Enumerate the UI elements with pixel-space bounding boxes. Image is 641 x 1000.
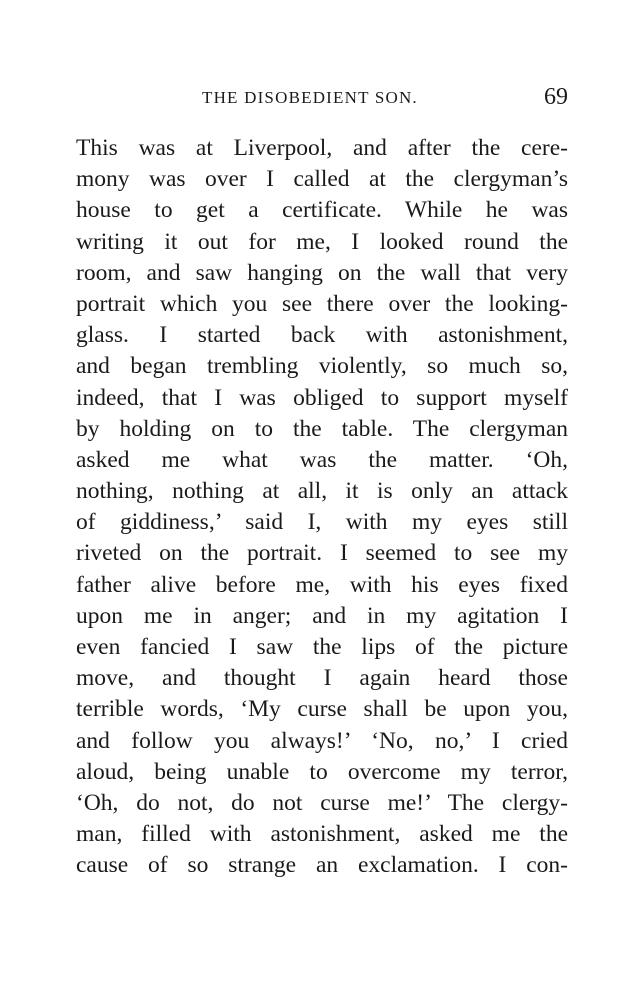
running-head [76,84,570,114]
text-line: and follow you always!’ ‘No, no,’ I cried [76,727,568,754]
text-line: even fancied I saw the lips of the picture [76,634,568,660]
text-line: house to get a certificate. While he was [76,197,568,224]
text-line: indeed, that I was obliged to support myself [76,384,568,411]
text-line: asked me what was the matter. ‘Oh, [76,446,568,473]
text-line: father alive before me, with his eyes fixed [76,571,568,598]
text-line: room, and saw hanging on the wall that very [76,259,568,286]
text-line: terrible words, ‘My curse shall be upon you, [76,696,568,723]
text-line: man, filled with astonishment, asked me the [76,821,568,848]
text-line: riveted on the portrait. I seemed to see my [76,540,568,567]
text-line: of giddiness,’ said I, with my eyes still [76,509,568,536]
running-title: THE DISOBEDIENT SON. [202,88,418,107]
text-line: by holding on to the table. The clergyman [76,415,568,442]
page-number: 69 [544,84,568,110]
text-line: mony was over I called at the clergyman’s [76,166,568,193]
text-line: aloud, being unable to overcome my terror, [76,758,568,785]
text-line: writing it out for me, I looked round the [76,228,568,255]
text-line: cause of so strange an exclamation. I con- [76,852,568,879]
text-line: nothing, nothing at all, it is only an attack [76,478,568,505]
text-line: ‘Oh, do not, do not curse me!’ The clergy- [76,789,568,816]
text-line: and began trembling violently, so much so, [76,353,568,380]
text-line: move, and thought I again heard those [76,665,568,692]
text-line: glass. I started back with astonishment, [76,322,568,349]
text-line: This was at Liverpool, and after the cere- [76,135,568,161]
text-line: portrait which you see there over the looking- [76,290,568,317]
body-text [76,133,568,882]
text-line: upon me in anger; and in my agitation I [76,602,568,629]
